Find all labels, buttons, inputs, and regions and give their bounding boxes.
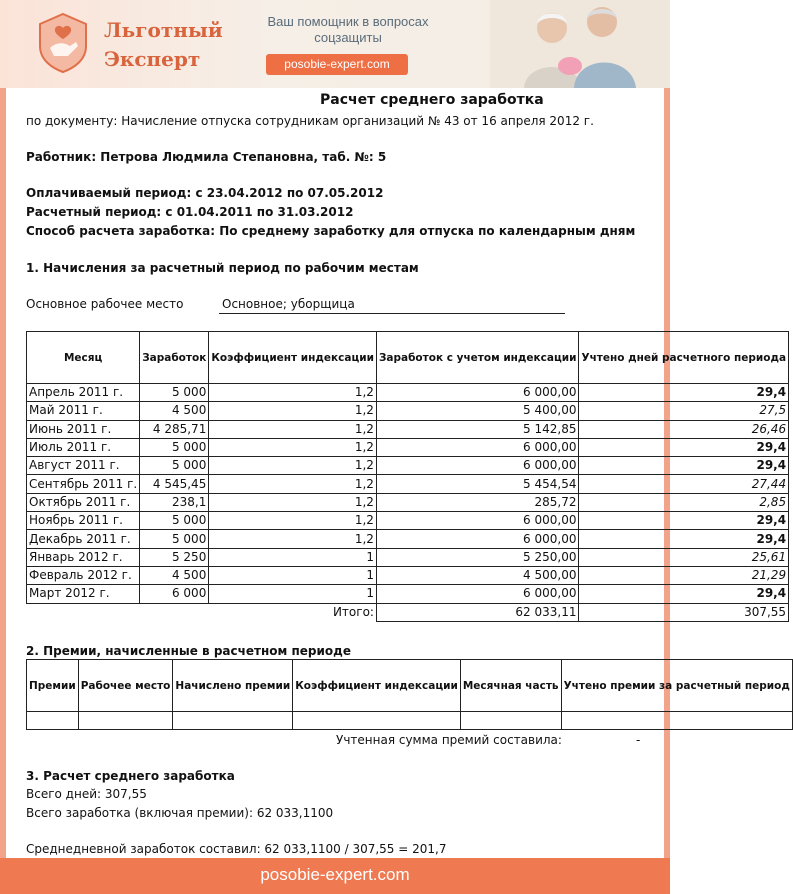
table-row [27, 438, 789, 456]
site-footer [0, 858, 670, 894]
month-cell: Октябрь 2011 г. [27, 493, 140, 511]
earnings-cell: 5 250 [140, 548, 209, 566]
days-cell: 29,4 [579, 530, 789, 548]
indexed-earnings-cell: 6 000,00 [376, 384, 579, 402]
month-cell: Март 2012 г. [27, 585, 140, 603]
table-row [27, 493, 789, 511]
month-cell: Июль 2011 г. [27, 438, 140, 456]
earnings-cell: 5 000 [140, 438, 209, 456]
indexed-earnings-cell: 6 000,00 [376, 530, 579, 548]
earnings-cell: 4 285,71 [140, 420, 209, 438]
earnings-cell: 4 500 [140, 402, 209, 420]
brand-line-2: Эксперт [104, 47, 201, 71]
document-subtitle: по документу: Начисление отпуска сотрудникам организаций № 43 от 16 апреля 2012 г. [26, 114, 594, 128]
days-cell: 29,4 [579, 384, 789, 402]
days-cell: 29,4 [579, 585, 789, 603]
table-cell [173, 712, 293, 730]
total-indexed-cell: 62 033,11 [376, 603, 579, 621]
month-cell: Июнь 2011 г. [27, 420, 140, 438]
earnings-cell: 4 500 [140, 566, 209, 584]
workplace-underline [219, 313, 565, 314]
indexed-earnings-cell: 6 000,00 [376, 457, 579, 475]
table-row [27, 475, 789, 493]
average-daily-line: Среднедневной заработок составил: 62 033,1100 / 307,55 = 201,7 [26, 842, 447, 856]
month-cell: Январь 2012 г. [27, 548, 140, 566]
month-cell: Август 2011 г. [27, 457, 140, 475]
indexed-earnings-cell: 285,72 [376, 493, 579, 511]
indexed-earnings-cell: 5 250,00 [376, 548, 579, 566]
paid-period-line: Оплачиваемый период: с 23.04.2012 по 07.05.2012 [26, 186, 384, 200]
site-link-button[interactable]: posobie-expert.com [266, 54, 408, 75]
days-cell: 2,85 [579, 493, 789, 511]
total-days-line: Всего дней: 307,55 [26, 787, 147, 801]
workplace-label: Основное рабочее место [26, 297, 184, 311]
coefficient-cell: 1,2 [209, 512, 377, 530]
site-banner [0, 0, 670, 88]
table-row [27, 585, 789, 603]
days-cell: 29,4 [579, 512, 789, 530]
table-cell [460, 712, 561, 730]
tagline [248, 14, 448, 46]
indexed-earnings-cell: 5 454,54 [376, 475, 579, 493]
indexed-earnings-cell: 5 400,00 [376, 402, 579, 420]
coefficient-cell: 1 [209, 566, 377, 584]
tagline-line-2: соцзащиты [314, 30, 382, 45]
worker-line: Работник: Петрова Людмила Степановна, таб. №: 5 [26, 150, 387, 164]
total-label: Итого: [332, 604, 374, 619]
section-2-title: 2. Премии, начисленные в расчетном периоде [26, 644, 351, 658]
col-header-coefficient: Коэффициент индексации [209, 332, 377, 384]
document-title: Расчет среднего заработка [320, 92, 544, 108]
days-cell: 26,46 [579, 420, 789, 438]
days-cell: 29,4 [579, 438, 789, 456]
indexed-earnings-cell: 4 500,00 [376, 566, 579, 584]
earnings-cell: 5 000 [140, 530, 209, 548]
earnings-cell: 5 000 [140, 512, 209, 530]
workplace-value: Основное; уборщица [222, 297, 355, 311]
col-header-workplace: Рабочее место [78, 660, 173, 712]
table-row [27, 566, 789, 584]
month-cell: Апрель 2011 г. [27, 384, 140, 402]
table-row [27, 530, 789, 548]
table-row [27, 712, 793, 730]
brand-line-1: Льготный [104, 18, 223, 42]
bonus-sum-value: - [636, 733, 641, 747]
col-header-earnings: Заработок [140, 332, 209, 384]
col-header-counted-bonus: Учтено премии за расчетный период [561, 660, 792, 712]
table-row [27, 420, 789, 438]
table-row [27, 512, 789, 530]
coefficient-cell: 1,2 [209, 475, 377, 493]
indexed-earnings-cell: 6 000,00 [376, 512, 579, 530]
coefficient-cell: 1,2 [209, 420, 377, 438]
total-earnings-line: Всего заработка (включая премии): 62 033,1100 [26, 806, 334, 820]
calc-method-line: Способ расчета заработка: По среднему заработку для отпуска по календарным дням [26, 224, 636, 238]
indexed-earnings-cell: 5 142,85 [376, 420, 579, 438]
earnings-cell: 238,1 [140, 493, 209, 511]
earnings-table [26, 331, 789, 622]
indexed-earnings-cell: 6 000,00 [376, 585, 579, 603]
coefficient-cell: 1,2 [209, 530, 377, 548]
coefficient-cell: 1,2 [209, 438, 377, 456]
tagline-line-1: Ваш помощник в вопросах [267, 14, 429, 29]
days-cell: 27,44 [579, 475, 789, 493]
table-row [27, 402, 789, 420]
coefficient-cell: 1 [209, 548, 377, 566]
table-cell [27, 712, 79, 730]
col-header-bonuses: Премии [27, 660, 79, 712]
section-1-title: 1. Начисления за расчетный период по рабочим местам [26, 261, 419, 275]
total-spacer [27, 603, 140, 621]
section-3-title: 3. Расчет среднего заработка [26, 769, 235, 783]
document-page [6, 88, 790, 858]
table-cell [561, 712, 792, 730]
calc-period-line: Расчетный период: с 01.04.2011 по 31.03.2012 [26, 205, 354, 219]
bonuses-table [26, 659, 793, 730]
table-row [27, 384, 789, 402]
earnings-cell: 6 000 [140, 585, 209, 603]
total-spacer [140, 603, 209, 621]
coefficient-cell: 1,2 [209, 402, 377, 420]
total-row [27, 603, 789, 621]
month-cell: Ноябрь 2011 г. [27, 512, 140, 530]
days-cell: 21,29 [579, 566, 789, 584]
days-cell: 29,4 [579, 457, 789, 475]
coefficient-cell: 1,2 [209, 493, 377, 511]
hand-heart-logo-icon [36, 12, 90, 74]
month-cell: Декабрь 2011 г. [27, 530, 140, 548]
col-header-month: Месяц [27, 332, 140, 384]
table-row [27, 548, 789, 566]
month-cell: Сентябрь 2011 г. [27, 475, 140, 493]
table-cell [78, 712, 173, 730]
elderly-couple-photo-icon [490, 0, 670, 88]
footer-site-link[interactable]: posobie-expert.com [260, 865, 410, 884]
indexed-earnings-cell: 6 000,00 [376, 438, 579, 456]
total-days-cell: 307,55 [579, 603, 789, 621]
table-row [27, 457, 789, 475]
coefficient-cell: 1,2 [209, 384, 377, 402]
table-cell [293, 712, 461, 730]
days-cell: 25,61 [579, 548, 789, 566]
col-header-indexed-earnings: Заработок с учетом индексации [376, 332, 579, 384]
bonus-sum-label: Учтенная сумма премий составила: [336, 733, 562, 747]
month-cell: Май 2011 г. [27, 402, 140, 420]
col-header-accrued: Начислено премии [173, 660, 293, 712]
coefficient-cell: 1,2 [209, 457, 377, 475]
coefficient-cell: 1 [209, 585, 377, 603]
earnings-cell: 5 000 [140, 457, 209, 475]
col-header-bonus-coefficient: Коэффициент индексации [293, 660, 461, 712]
days-cell: 27,5 [579, 402, 789, 420]
earnings-cell: 4 545,45 [140, 475, 209, 493]
earnings-cell: 5 000 [140, 384, 209, 402]
col-header-monthly-part: Месячная часть [460, 660, 561, 712]
month-cell: Февраль 2012 г. [27, 566, 140, 584]
col-header-days: Учтено дней расчетного периода [579, 332, 789, 384]
